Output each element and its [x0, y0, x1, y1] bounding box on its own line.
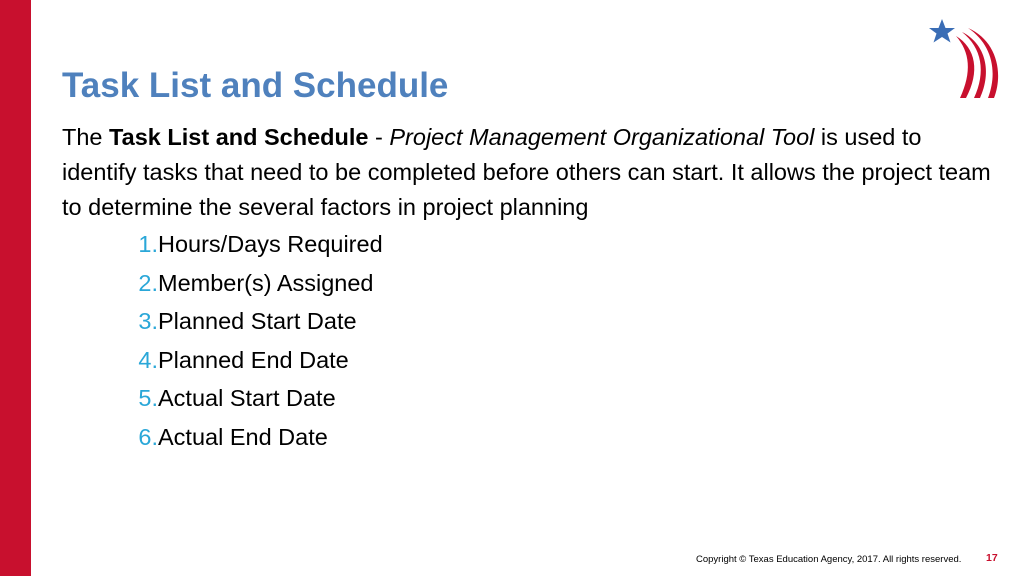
intro-bold-term: Task List and Schedule	[109, 124, 369, 150]
intro-text-2: -	[368, 124, 390, 150]
list-item	[62, 418, 383, 457]
intro-italic-term: Project Management Organizational Tool	[389, 124, 815, 150]
list-item-number: 1.	[138, 231, 158, 257]
left-accent-bar	[0, 0, 31, 576]
intro-paragraph	[62, 120, 992, 225]
list-item-text: Planned End Date	[158, 346, 349, 373]
list-item-text: Actual Start Date	[158, 385, 336, 411]
intro-text-3: is used to identify tasks that need to be completed before others can start. It allows the project team to determine the several factors in project planning	[62, 124, 991, 220]
intro-text-1: The	[62, 124, 110, 150]
factor-list	[62, 225, 383, 456]
slide-title: Task List and Schedule	[62, 66, 449, 105]
list-item-number: 4.	[138, 346, 158, 373]
list-item	[62, 302, 383, 341]
copyright-notice: Copyright © Texas Education Agency, 2017. All rights reserved.	[696, 554, 962, 565]
list-item-text: Actual End Date	[158, 423, 328, 450]
list-item-text: Planned Start Date	[158, 308, 357, 334]
star-icon	[929, 19, 955, 43]
star-stripes-logo-icon	[920, 14, 1000, 104]
list-item-text: Hours/Days Required	[158, 231, 383, 257]
list-item	[62, 379, 383, 418]
list-item-number: 2.	[138, 269, 158, 296]
list-item	[62, 341, 383, 380]
page-number: 17	[986, 552, 998, 564]
list-item-number: 5.	[138, 385, 158, 411]
list-item-number: 3.	[138, 308, 158, 334]
list-item	[62, 264, 383, 303]
stripe-1	[956, 36, 974, 98]
list-item-text: Member(s) Assigned	[158, 269, 374, 296]
list-item	[62, 225, 383, 264]
list-item-number: 6.	[138, 423, 158, 450]
